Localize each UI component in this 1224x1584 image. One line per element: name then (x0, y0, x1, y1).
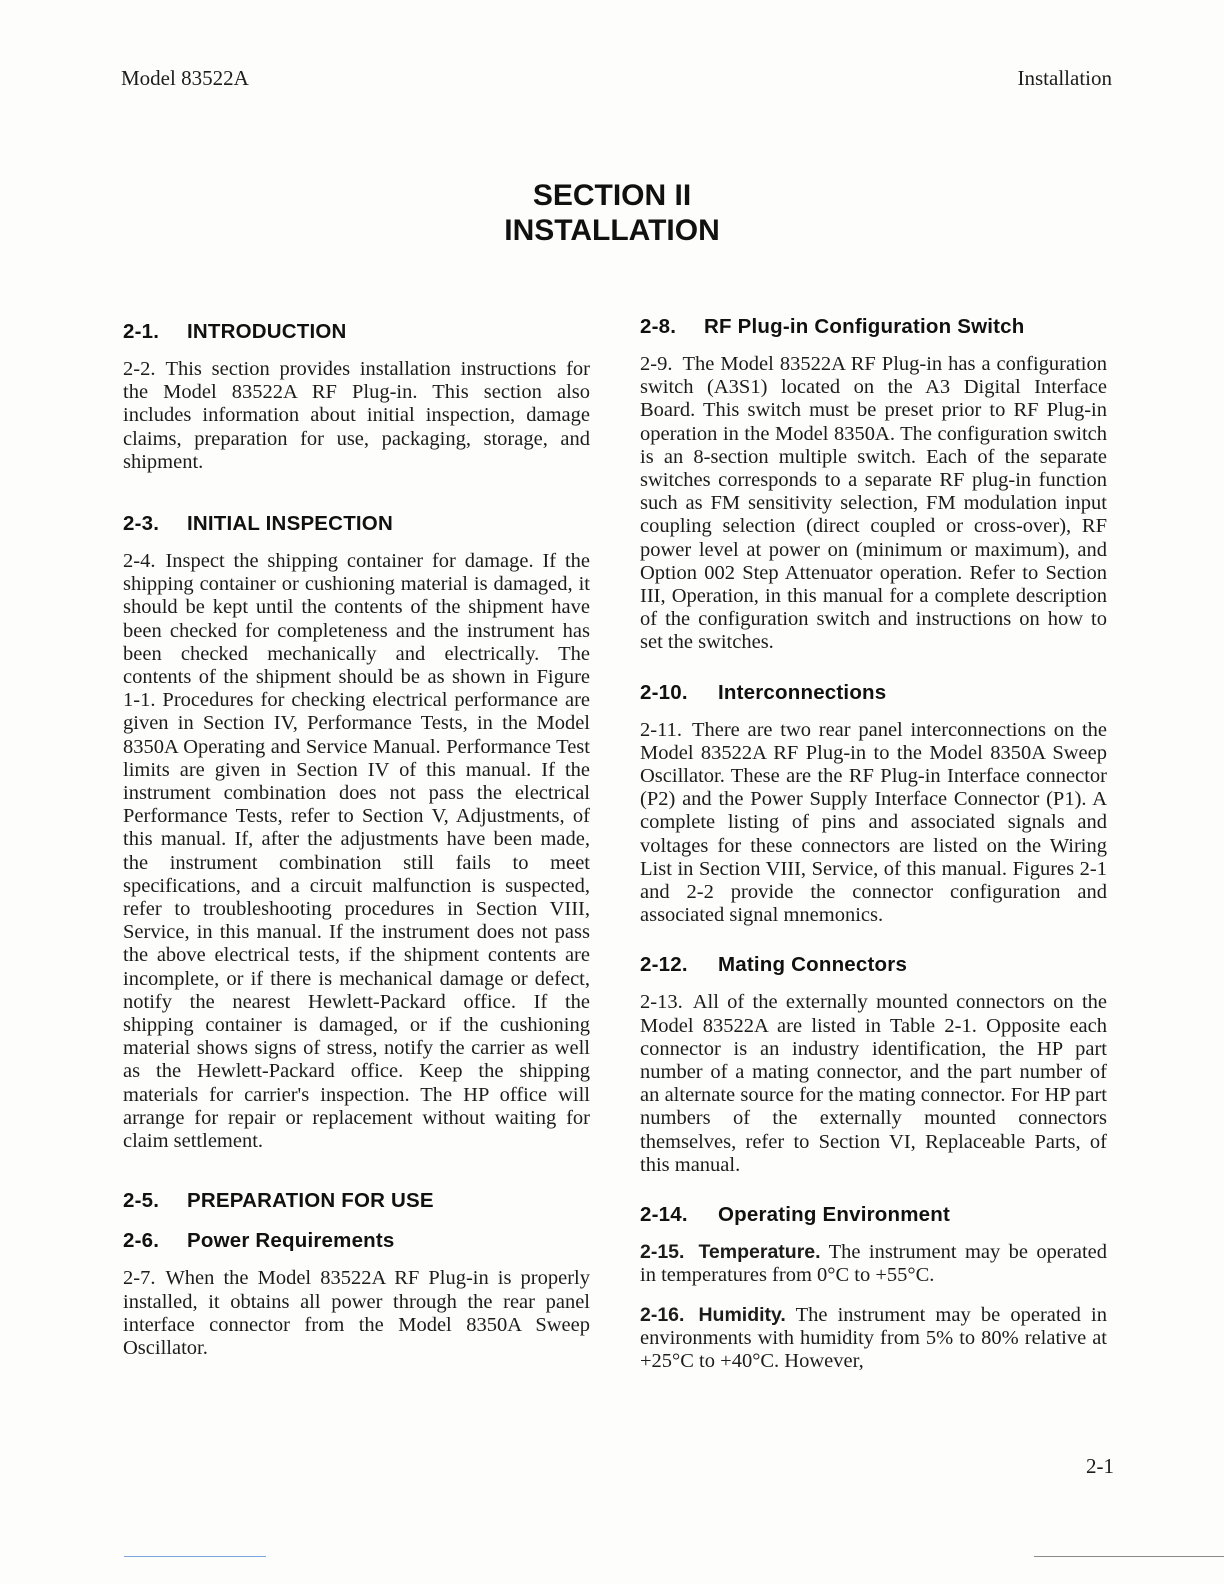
paragraph-2-7: 2-7. When the Model 83522A RF Plug-in is properly installed, it obtains all power through the rear panel interface connector from the Model 8350A Sweep Oscillator. (123, 1267, 590, 1359)
page-number: 2-1 (1086, 1454, 1114, 1478)
paragraph-2-11: 2-11. There are two rear panel interconnections on the Model 83522A RF Plug-in to the Model 8350A Sweep Oscillator. These are the RF Plug-in Interface connector (P2) and the Power Supply Interface Connector (P1). A complete listing of pins and associated signals and voltages for these connectors are listed on the Wiring List in Section VIII, Service, of this manual. Figures 2-1 and 2-2 provide the connector configuration and associated signal mnemonics. (640, 718, 1107, 927)
heading-power-requirements: 2-6. Power Requirements (123, 1229, 395, 1253)
title-line-1: SECTION II (532, 179, 692, 212)
paragraph-2-13: 2-13. All of the externally mounted connectors on the Model 83522A are listed in Table 2-1. Opposite each connector is an industry identification, the HP part number of a mating connector, and the part number of an alternate source for the mating connector. For HP part numbers of the externally mounted connectors themselves, refer to Section VI, Replaceable Parts, of this manual. (640, 991, 1107, 1176)
header-section: Installation (1017, 66, 1112, 90)
heading-operating-environment: 2-14. Operating Environment (640, 1203, 951, 1227)
heading-configuration-switch: 2-8. RF Plug-in Configuration Switch (640, 315, 1025, 338)
heading-introduction: 2-1. INTRODUCTION (123, 320, 347, 343)
paragraph-2-9: 2-9. The Model 83522A RF Plug-in has a configuration switch (A3S1) located on the A3 Digital Interface Board. This switch must be preset prior to RF Plug-in operation in the Model 8350A. The configuration switch is an 8-section multiple switch. Each of the separate switches corresponds to a separate RF plug-in function such as FM sensitivity selection, FM modulation input coupling selection (direct coupled or cross-over), RF power level at power on (minimum or maximum), and Option 002 Step Attenuator operation. Refer to Section III, Operation, in this manual for a complete description of the configuration switch and instructions on how to set the switches. (640, 353, 1107, 654)
page-title (0, 178, 1224, 248)
paragraph-2-4: 2-4. Inspect the shipping container for damage. If the shipping container or cushioning material is damaged, it should be kept until the contents of the shipment have been checked for completeness and the instrument has been checked mechanically and electrically. The contents of the shipment should be as shown in Figure 1-1. Procedures for checking electrical performance are given in Section IV, Performance Tests, in the Model 8350A Operating and Service Manual. Performance Test limits are given in Section IV of this manual. If the instrument combination does not pass the electrical Performance Tests, refer to Section V, Adjustments, of this manual. If, after the adjustments have been made, the instrument combination still fails to meet specifications, and a circuit malfunction is suspected, refer to troubleshooting procedures in Section VIII, Service, in this manual. If the instrument does not pass the above electrical tests, if the shipment contents are incomplete, or if there is mechanical damage or defect, notify the nearest Hewlett-Packard office. If the shipping container is damaged, or if the cushioning material shows signs of stress, notify the carrier as well as the Hewlett-Packard office. Keep the shipping materials for carrier's inspection. The HP office will arrange for repair or replacement without waiting for claim settlement. (123, 550, 590, 1153)
heading-interconnections: 2-10. Interconnections (640, 680, 887, 704)
paragraph-2-15: 2-15. Temperature. The instrument may be operated in temperatures from 0°C to +55°C. (640, 1241, 1107, 1287)
paragraph-2-16: 2-16. Humidity. The instrument may be operated in environments with humidity from 5% to 80% relative at +25°C to +40°C. However, (640, 1303, 1107, 1372)
heading-preparation-for-use: 2-5. PREPARATION FOR USE (123, 1189, 434, 1213)
heading-mating-connectors: 2-12. Mating Connectors (640, 953, 908, 977)
footer-rule-right (1034, 1556, 1224, 1557)
header-model: Model 83522A (121, 66, 249, 90)
paragraph-2-2: 2-2. This section provides installation instructions for the Model 83522A RF Plug-in. This section also includes information about initial inspection, damage claims, preparation for use, packaging, storage, and shipment. (123, 358, 590, 473)
heading-initial-inspection: 2-3. INITIAL INSPECTION (123, 512, 393, 536)
left-column (123, 320, 590, 1386)
footer-rule-left (124, 1556, 266, 1557)
right-column (640, 315, 1107, 1399)
title-line-2: INSTALLATION (504, 214, 720, 247)
